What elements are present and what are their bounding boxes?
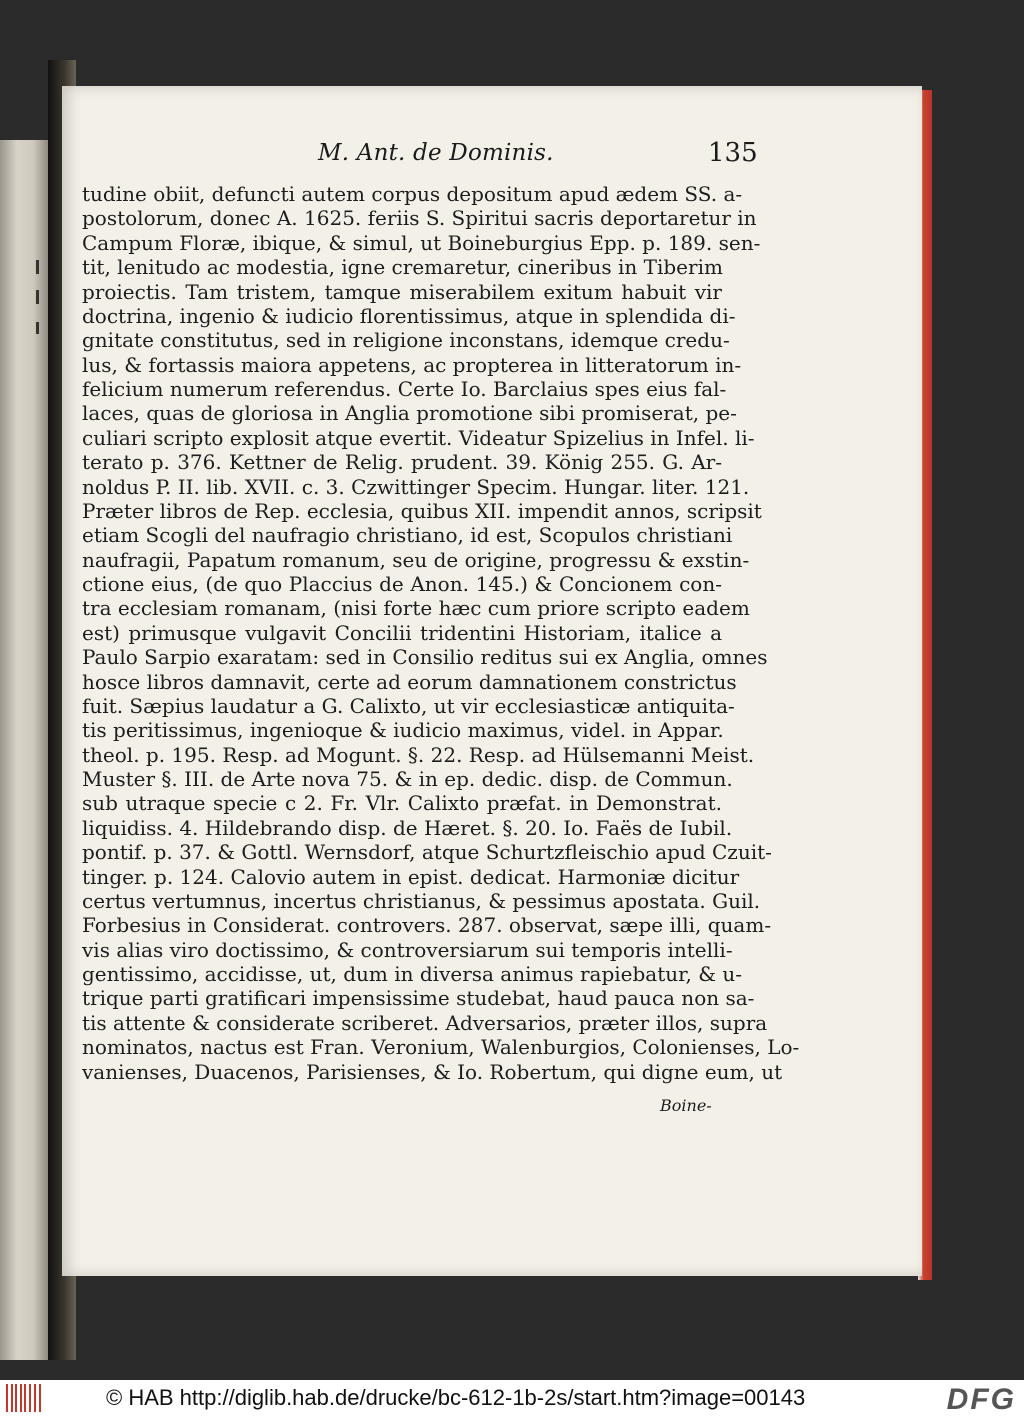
text-line: doctrina, ingenio & iudicio florentissimus, atque in splendida di-: [82, 303, 736, 328]
text-line: tis peritissimus, ingenioque & iudicio maximus, videl. in Appar.: [82, 718, 724, 743]
text-line: est) primusque vulgavit Concilii tridentini Historiam, italice a: [82, 620, 722, 645]
hab-barcode-icon: [6, 1384, 46, 1412]
text-line: postolorum, donec A. 1625. feriis S. Spiritui sacris deportaretur in: [82, 206, 757, 231]
text-line: naufragii, Papatum romanum, seu de origine, progressu & exstin-: [82, 547, 750, 572]
text-line: Campum Floræ, ibique, & simul, ut Boineburgius Epp. p. 189. sen-: [82, 230, 761, 255]
text-line: theol. p. 195. Resp. ad Mogunt. §. 22. Resp. ad Hülsemanni Meist.: [82, 742, 755, 767]
catchword: Boine-: [660, 1096, 712, 1115]
text-line: vanienses, Duacenos, Parisienses, & Io. Robertum, qui digne eum, ut: [82, 1059, 783, 1084]
text-line: laces, quas de gloriosa in Anglia promotione sibi promiserat, pe-: [82, 401, 737, 426]
text-line: proiectis. Tam tristem, tamque miserabilem exitum habuit vir: [82, 279, 722, 304]
text-line: tinger. p. 124. Calovio autem in epist. dedicat. Harmoniæ dicitur: [82, 864, 740, 889]
text-line: etiam Scogli del naufragio christiano, id est, Scopulos christiani: [82, 523, 733, 548]
copyright-link[interactable]: © HAB http://diglib.hab.de/drucke/bc-612-1b-2s/start.htm?image=00143: [106, 1385, 806, 1410]
text-line: sub utraque specie c 2. Fr. Vlr. Calixto præfat. in Demonstrat.: [82, 791, 722, 816]
text-line: ctione eius, (de quo Placcius de Anon. 145.) & Concionem con-: [82, 572, 722, 596]
text-line: Forbesius in Considerat. controvers. 287. observat, sæpe illi, quam-: [82, 913, 772, 938]
text-line: tra ecclesiam romanam, (nisi forte hæc cum priore scripto eadem: [82, 596, 750, 621]
text-line: gnitate constitutus, sed in religione inconstans, idemque credu-: [82, 328, 730, 353]
running-head-title: M. Ant. de Dominis.: [318, 140, 554, 166]
text-line: noldus P. II. lib. XVII. c. 3. Czwittinger Specim. Hungar. liter. 121.: [82, 474, 750, 499]
text-line: tudine obiit, defuncti autem corpus depositum apud ædem SS. a-: [82, 182, 743, 206]
footer-bar: [0, 1380, 1024, 1417]
text-line: Paulo Sarpio exaratam: sed in Consilio reditus sui ex Anglia, omnes: [82, 645, 768, 670]
body-text: [82, 182, 800, 1084]
text-line: tit, lenitudo ac modestia, igne cremaretur, cineribus in Tiberim: [82, 255, 723, 280]
text-line: felicium numerum referendus. Certe Io. Barclaius spes eius fal-: [82, 377, 727, 401]
dfg-logo: DFG: [946, 1383, 1016, 1416]
text-line: tis attente & considerate scriberet. Adversarios, præter illos, supra: [82, 1010, 768, 1035]
text-line: trique parti gratificari impensissime studebat, haud pauca non sa-: [82, 986, 755, 1011]
text-line: pontif. p. 37. & Gottl. Wernsdorf, atque Schurtzfleischio apud Czuit-: [82, 840, 772, 865]
text-line: culiari scripto explosit atque evertit. Videatur Spizelius in Infel. li-: [82, 425, 755, 450]
text-line: gentissimo, accidisse, ut, dum in diversa animus rapiebatur, & u-: [82, 962, 743, 986]
text-line: Præter libros de Rep. ecclesia, quibus XII. impendit annos, scripsit: [82, 498, 762, 523]
text-line: nominatos, nactus est Fran. Veronium, Walenburgios, Colonienses, Lo-: [82, 1035, 800, 1060]
text-line: fuit. Sæpius laudatur a G. Calixto, ut vir ecclesiasticæ antiquita-: [82, 693, 735, 718]
page-number: 135: [708, 138, 758, 168]
text-line: terato p. 376. Kettner de Relig. prudent. 39. König 255. G. Ar-: [82, 450, 722, 475]
running-head: [82, 140, 922, 170]
text-line: hosce libros damnavit, certe ad eorum damnationem constrictus: [82, 669, 737, 694]
text-line: Muster §. III. de Arte nova 75. & in ep. dedic. disp. de Commun.: [82, 767, 733, 791]
text-line: lus, & fortassis maiora appetens, ac propterea in litteratorum in-: [82, 352, 742, 377]
text-line: vis alias viro doctissimo, & controversiarum sui temporis intelli-: [82, 937, 733, 962]
book-page: [62, 86, 922, 1276]
facing-page-edge: [0, 140, 48, 1360]
text-line: liquidiss. 4. Hildebrando disp. de Hæret. §. 20. Io. Faës de Iubil.: [82, 815, 733, 840]
text-line: certus vertumnus, incertus christianus, & pessimus apostata. Guil.: [82, 888, 761, 913]
